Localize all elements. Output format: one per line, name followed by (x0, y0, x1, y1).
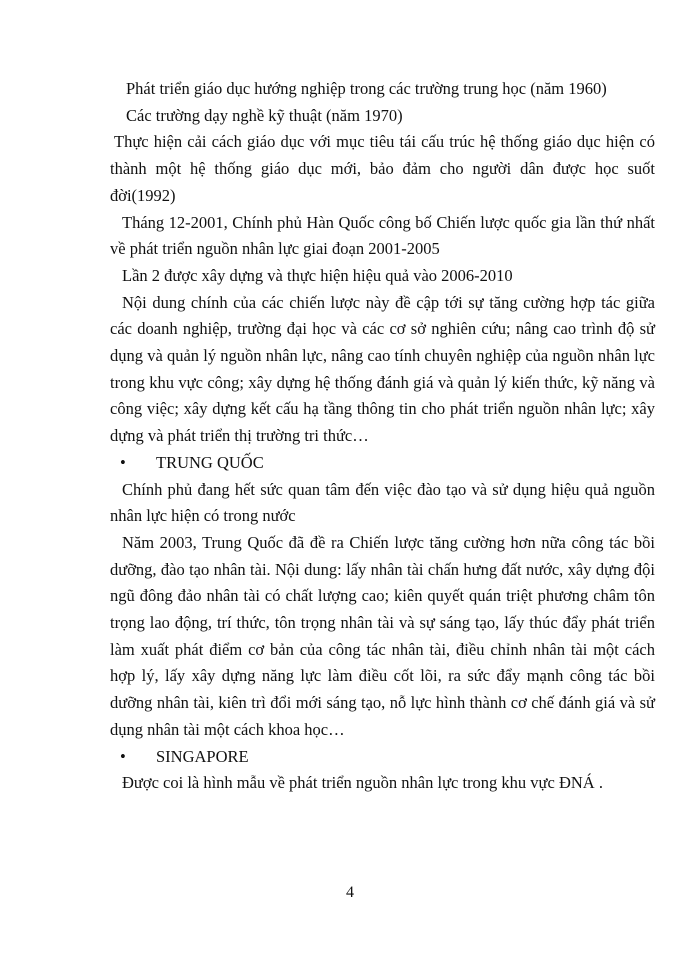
paragraph-china-strategy-2003: Năm 2003, Trung Quốc đã đề ra Chiến lược tăng cường hơn nữa công tác bồi dưỡng, đào tạo nhân tài. Nội dung: lấy nhân tài chấn hưng đất nước, xây dựng đội ngũ đông đảo nhân tài có chất lượng cao; kiên quyết quán triệt phương châm tôn trọng lao động, trí thức, tôn trọng nhân tài và sự sáng tạo, lấy thúc đẩy phát triển làm xuất phát điểm cơ bản của công tác nhân tài, điều chỉnh nhân tài một cách hợp lý, lấy xây dựng năng lực làm điều cốt lõi, ra sức đẩy mạnh công tác bồi dưỡng nhân tài, kiên trì đổi mới sáng tạo, nỗ lực hình thành cơ chế đánh giá và sử dụng nhân tài một cách khoa học… (110, 532, 655, 739)
bullet-icon: • (120, 452, 126, 472)
paragraph-education-reform-1992: Thực hiện cải cách giáo dục với mục tiêu tái cấu trúc hệ thống giáo dục hiện có thành một hệ thống giáo dục mới, bảo đảm cho người dân được học suốt đời(1992) (110, 132, 655, 205)
section-title-singapore: SINGAPORE (156, 746, 249, 766)
paragraph-singapore-model: Được coi là hình mẫu về phát triển nguồn nhân lực trong khu vực ĐNÁ . (122, 773, 603, 793)
section-title-china: TRUNG QUỐC (156, 452, 264, 472)
paragraph-vocational-1960: Phát triển giáo dục hướng nghiệp trong các trường trung học (năm 1960) (126, 79, 607, 98)
page-number: 4 (346, 884, 354, 901)
paragraph-china-government: Chính phủ đang hết sức quan tâm đến việc đào tạo và sử dụng hiệu quả nguồn nhân lực hiện có trong nước (110, 479, 655, 526)
bullet-icon: • (120, 746, 126, 766)
paragraph-second-strategy: Lần 2 được xây dựng và thực hiện hiệu quả vào 2006-2010 (122, 265, 513, 285)
paragraph-strategy-content: Nội dung chính của các chiến lược này đề cập tới sự tăng cường hợp tác giữa các doanh nghiệp, trường đại học và các cơ sở nghiên cứu; nâng cao trình độ sử dụng và quản lý nguồn nhân lực, nâng cao tính chuyên nghiệp của nguồn nhân lực trong khu vực công; xây dựng hệ thống đánh giá và quản lý kiến thức, kỹ năng và công việc; xây dựng kết cấu hạ tầng thông tin cho phát triển nguồn nhân lực; xây dựng và phát triển thị trường tri thức… (110, 292, 655, 446)
document-body (110, 76, 655, 797)
paragraph-technical-schools-1970: Các trường dạy nghề kỹ thuật (năm 1970) (126, 105, 403, 125)
section-heading-china (110, 450, 655, 477)
section-heading-singapore (110, 744, 655, 771)
paragraph-strategy-2001: Tháng 12-2001, Chính phủ Hàn Quốc công bố Chiến lược quốc gia lần thứ nhất về phát triển nguồn nhân lực giai đoạn 2001-2005 (110, 212, 655, 259)
